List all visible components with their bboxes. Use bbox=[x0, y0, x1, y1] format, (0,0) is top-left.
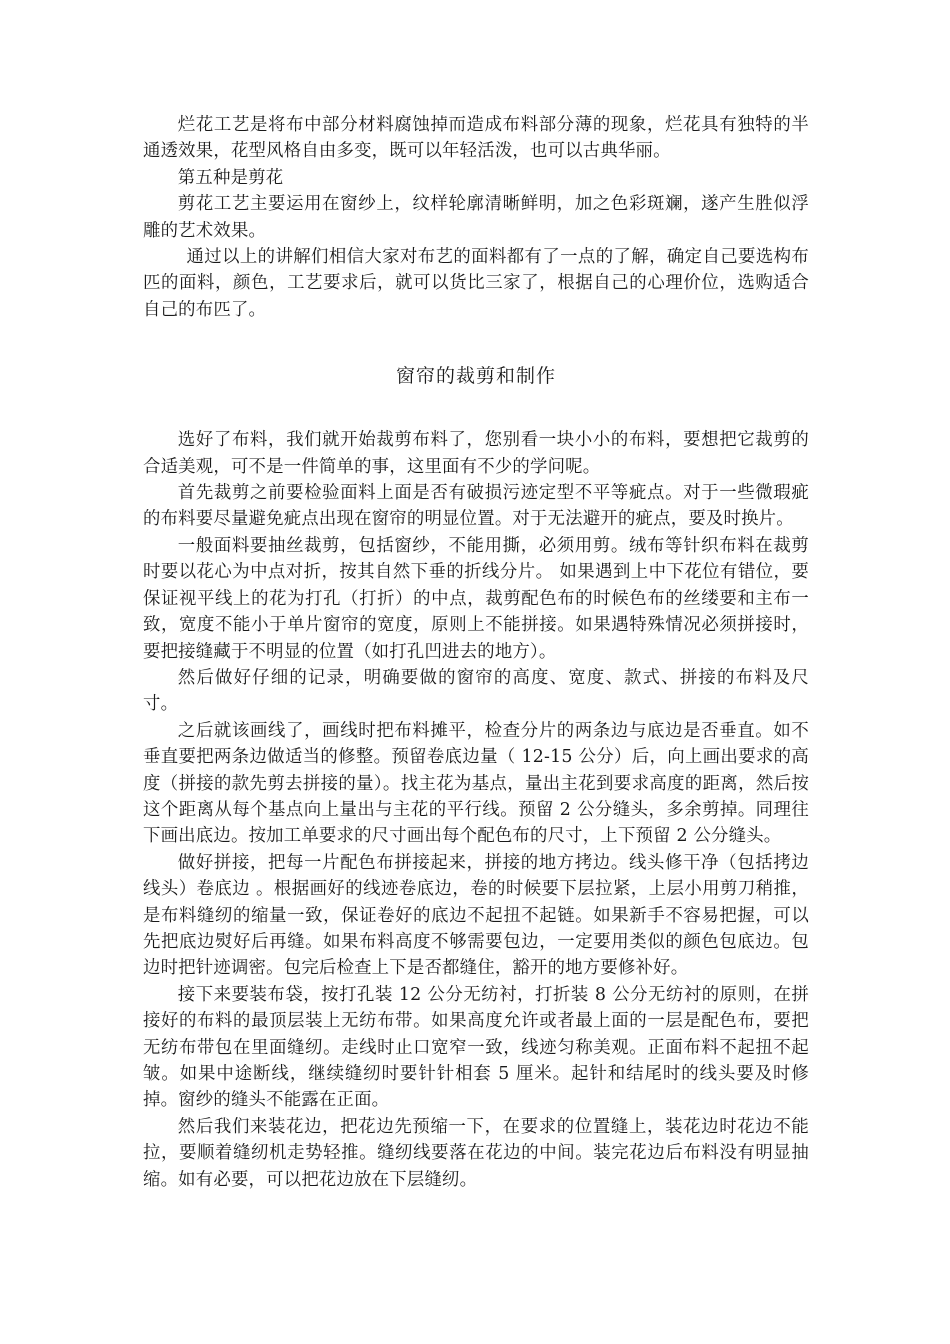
document-page bbox=[143, 112, 809, 1193]
paragraph-cutting: 一般面料要抽丝裁剪，包括窗纱，不能用撕，必须用剪。绒布等针织布料在裁剪时要以花心为中点对折，按其自然下垂的折线分片。 如果遇到上中下花位有错位，要保证视平线上的花为打孔（打折）的中点，裁剪配色布的时候色布的丝缕要和主布一致，宽度不能小于单片窗帘的宽度，原则上不能拼接。如果遇特殊情况必须拼接时，要把接缝藏于不明显的位置（如打孔凹进去的地方）。 bbox=[143, 535, 809, 662]
paragraph-cutout-craft: 剪花工艺主要运用在窗纱上，纹样轮廓清晰鲜明，加之色彩斑斓，遂产生胜似浮雕的艺术效果。 bbox=[143, 194, 809, 241]
paragraph-burnout-craft: 烂花工艺是将布中部分材料腐蚀掉而造成布料部分薄的现象，烂花具有独特的半通透效果，花型风格自由多变，既可以年轻活泼，也可以古典华丽。 bbox=[143, 115, 809, 162]
spacer bbox=[143, 323, 809, 327]
paragraph-header-tape: 接下来要装布袋，按打孔装 12 公分无纺衬，打折装 8 公分无纺衬的原则，在拼接好的布料的最顶层装上无纺布带。如果高度允许或者最上面的一层是配色布，要把无纺布带包在里面缝纫。走线时止口宽窄一致，线迹匀称美观。正面布料不起扭不起皱。如果中途断线，继续缝纫时要针针相套 5 厘米。起针和结尾时的线头要及时修掉。窗纱的缝头不能露在正面。 bbox=[143, 984, 809, 1111]
paragraph-lace-trim: 然后我们来装花边，把花边先预缩一下，在要求的位置缝上，装花边时花边不能拉，要顺着缝纫机走势轻推。缝纫线要落在花边的中间。装完花边后布料没有明显抽缩。如有必要，可以把花边放在下层缝纫。 bbox=[143, 1116, 809, 1190]
paragraph-joining: 做好拼接，把每一片配色布拼接起来，拼接的地方拷边。线头修干净（包括拷边线头）卷底边 。根据画好的线迹卷底边，卷的时候要下层拉紧，上层小用剪刀稍推，是布料缝纫的缩量一致，保证卷好的底边不起扭不起链。如果新手不容易把握，可以先把底边熨好后再缝。如果布料高度不够需要包边，一定要用类似的颜色包底边。包边时把针迹调密。包完后检查上下是否都缝住，豁开的地方要修补好。 bbox=[143, 852, 809, 979]
paragraph-marking: 之后就该画线了，画线时把布料摊平，检查分片的两条边与底边是否垂直。如不垂直要把两条边做适当的修整。预留卷底边量（ 12-15 公分）后，向上画出要求的高度（拼接的款先剪去拼接的量）。找主花为基点，量出主花到要求高度的距离，然后按这个距离从每个基点向上量出与主花的平行线。预留 2 公分缝头，多余剪掉。同理往下画出底边。按加工单要求的尺寸画出每个配色布的尺寸，上下预留 2 公分缝头。 bbox=[143, 720, 809, 847]
paragraph-choose-fabric: 选好了布料，我们就开始裁剪布料了，您别看一块小小的布料，要想把它裁剪的合适美观，可不是一件简单的事，这里面有不少的学问呢。 bbox=[143, 430, 809, 477]
paragraph-inspect-fabric: 首先裁剪之前要检验面料上面是否有破损污迹定型不平等疵点。对于一些微瑕疵的布料要尽量避免疵点出现在窗帘的明显位置。对于无法避开的疵点，要及时换片。 bbox=[143, 483, 809, 530]
paragraph-fifth-type: 第五种是剪花 bbox=[177, 167, 284, 188]
paragraph-summary: 通过以上的讲解们相信大家对布艺的面料都有了一点的了解，确定自己要选构布匹的面料，颜色，工艺要求后，就可以货比三家了，根据自己的心理价位，选购适合自己的布匹了。 bbox=[143, 247, 809, 320]
paragraph-record: 然后做好仔细的记录，明确要做的窗帘的高度、宽度、款式、拼接的布料及尺寸。 bbox=[143, 667, 809, 715]
section-title: 窗帘的裁剪和制作 bbox=[395, 365, 556, 388]
